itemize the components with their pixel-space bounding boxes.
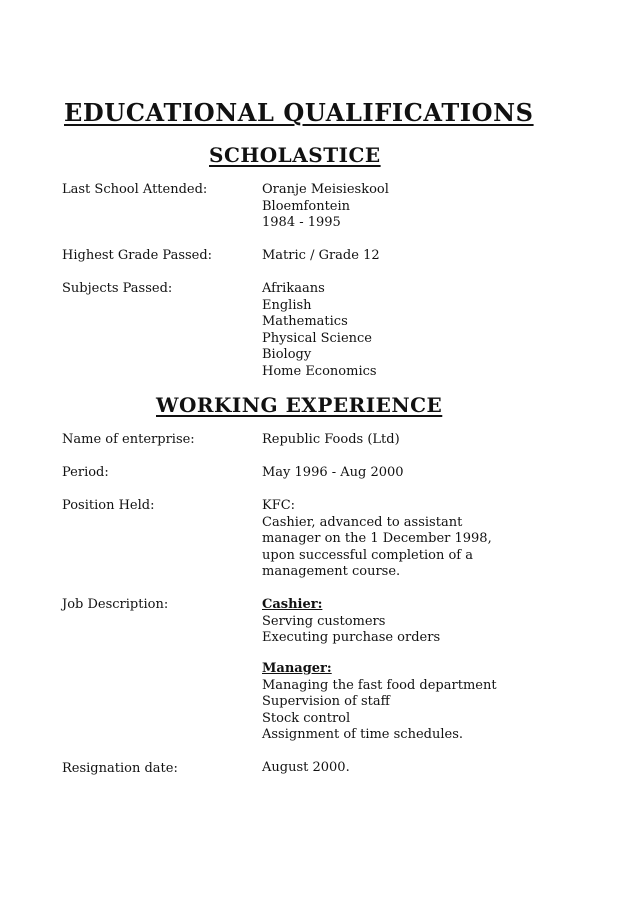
label-subjects-passed: Subjects Passed:	[62, 281, 173, 296]
value-position	[262, 498, 492, 581]
label-highest-grade: Highest Grade Passed:	[62, 248, 213, 263]
label-period: Period:	[62, 465, 109, 480]
duty-item: Stock control	[262, 710, 351, 726]
label-resignation-date: Resignation date:	[62, 761, 178, 776]
value-line: KFC:	[262, 498, 296, 513]
value-line: Matric / Grade 12	[262, 248, 380, 263]
value-line: Bloemfontein	[262, 198, 351, 214]
manager-heading: Manager:	[262, 661, 332, 676]
duty-item: Managing the fast food department	[262, 677, 497, 693]
value-job-manager	[262, 661, 497, 744]
value-line: management course.	[262, 564, 401, 579]
label-job-description: Job Description:	[62, 597, 169, 612]
value-resignation-date: August 2000.	[262, 760, 350, 775]
label-position: Position Held:	[62, 498, 155, 513]
value-line: 1984 - 1995	[262, 215, 341, 230]
page-title: EDUCATIONAL QUALIFICATIONS	[64, 98, 534, 127]
value-highest-grade	[262, 248, 380, 265]
subject-item: Physical Science	[262, 330, 372, 346]
value-last-school	[262, 182, 389, 232]
duty-item: Executing purchase orders	[262, 630, 441, 645]
duty-item: Supervision of staff	[262, 694, 390, 709]
duty-item: Serving customers	[262, 613, 386, 629]
value-period: May 1996 - Aug 2000	[262, 465, 404, 480]
value-line: Oranje Meisieskool	[262, 182, 389, 197]
subject-item: Afrikaans	[262, 281, 325, 296]
cashier-heading: Cashier:	[262, 597, 323, 612]
subject-item: English	[262, 297, 312, 313]
value-subjects-passed	[262, 281, 377, 380]
duty-item: Assignment of time schedules.	[262, 727, 464, 742]
label-enterprise: Name of enterprise:	[62, 432, 195, 447]
value-line: Cashier, advanced to assistant	[262, 514, 463, 530]
value-job-cashier	[262, 597, 440, 647]
subject-item: Mathematics	[262, 314, 348, 329]
section-heading-scholastice: SCHOLASTICE	[209, 143, 381, 167]
label-last-school: Last School Attended:	[62, 182, 208, 197]
value-enterprise: Republic Foods (Ltd)	[262, 432, 400, 447]
value-line: manager on the 1 December 1998,	[262, 531, 492, 546]
section-heading-working-experience: WORKING EXPERIENCE	[156, 393, 443, 417]
subject-item: Home Economics	[262, 363, 377, 379]
value-line: upon successful completion of a	[262, 547, 473, 563]
subject-item: Biology	[262, 347, 312, 362]
